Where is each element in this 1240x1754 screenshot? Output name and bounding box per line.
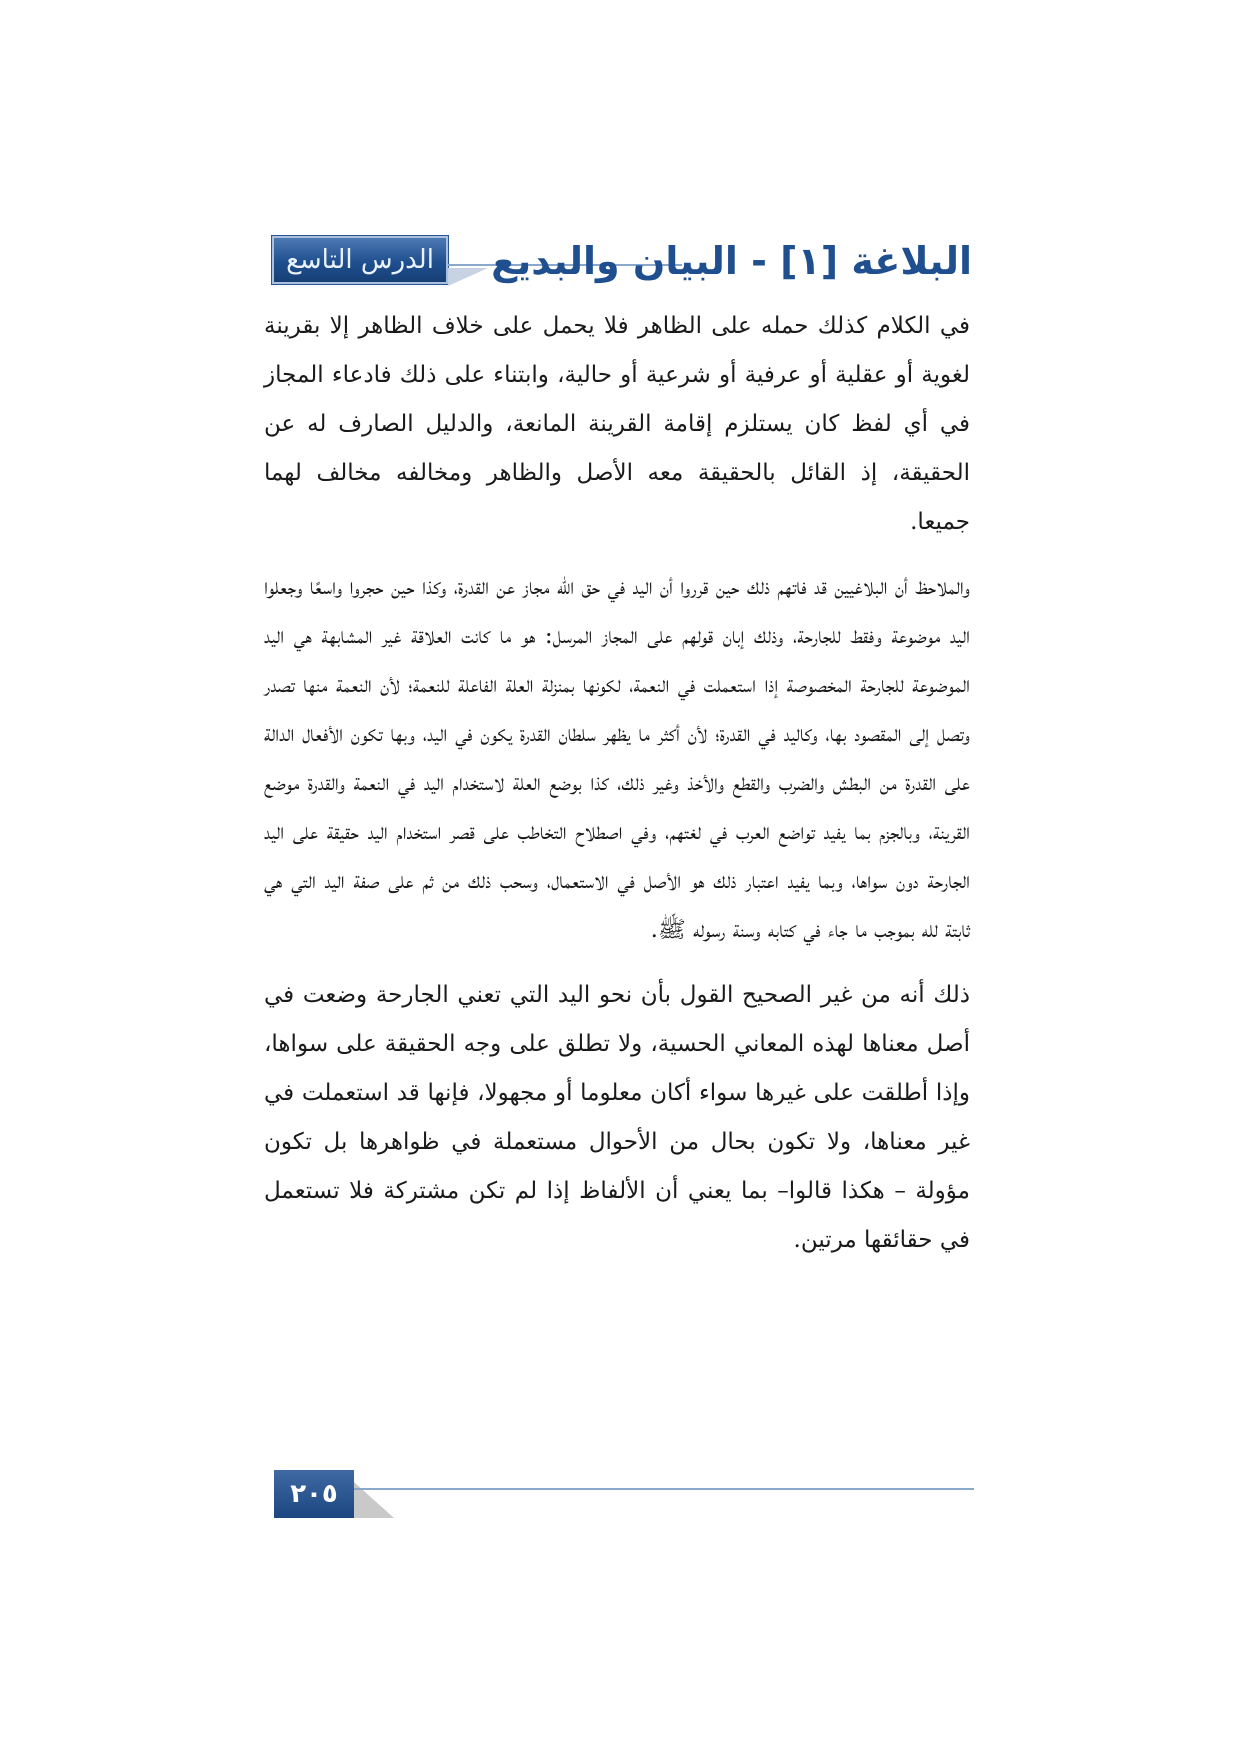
paragraph: والملاحظ أن البلاغيين قد فاتهم ذلك حين قرروا أن اليد في حق الله مجاز عن القدرة، وكذا حين حجروا واسعًا وجعلوا اليد موضوعة وفقط للجارحة، وذلك إبان قولهم على المجاز المرسل: هو ما كانت العلاقة غير المشابهة هي اليد الموضوعة للجارحة المخصوصة إذا استعملت في النعمة، لكونها بمنزلة العلة الفاعلة للنعمة؛ لأن النعمة منها تصدر وتصل إلى المقصود بها، وكاليد في القدرة؛ لأن أكثر ما يظهر سلطان القدرة يكون في اليد، وبها تكون الأفعال الدالة على القدرة من البطش والضرب والقطع والأخذ وغير ذلك، كذا بوضع العلة لاستخدام اليد في النعمة والقدرة موضع القرينة، وبالجزم بما يفيد تواضع العرب في لغتهم، وفي اصطلاح التخاطب على قصر استخدام اليد حقيقة على اليد الجارحة دون سواها، وبما يفيد اعتبار ذلك هو الأصل في الاستعمال، وسحب ذلك من ثم على صفة اليد التي هي ثابتة لله بموجب ما جاء في كتابه وسنة رسوله ﷺ.	[264, 574, 971, 943]
paragraph: ذلك أنه من غير الصحيح القول بأن نحو اليد التي تعني الجارحة وضعت في أصل معناها لهذه المعاني الحسية، ولا تطلق على وجه الحقيقة على سواها، وإذا أطلقت على غيرها سواء أكان معلوما أو مجهولا، فإنها قد استعملت في غير معناها، ولا تكون بحال من الأحوال مستعملة في ظواهرها بل تكون مؤولة – هكذا قالوا– بما يعني أن الألفاظ إذا لم تكن مشتركة فلا تستعمل في حقائقها مرتين.	[264, 982, 970, 1253]
body-text	[264, 302, 970, 1281]
page-header	[272, 232, 972, 290]
page-number: ٢٠٥	[274, 1470, 354, 1518]
badge-tail-decoration	[448, 268, 488, 286]
book-title: البلاغة [١] - البيان والبديع	[491, 239, 972, 283]
footer-divider	[354, 1488, 974, 1490]
lesson-badge: الدرس التاسع	[272, 236, 448, 284]
paragraph: في الكلام كذلك حمله على الظاهر فلا يحمل على خلاف الظاهر إلا بقرينة لغوية أو عقلية أو عرفية أو شرعية أو حالية، وابتناء على ذلك فادعاء المجاز في أي لفظ كان يستلزم إقامة القرينة المانعة، والدليل الصارف له عن الحقيقة، إذ القائل بالحقيقة معه الأصل والظاهر ومخالفه مخالف لهما جميعا.	[264, 313, 970, 535]
page-footer	[274, 1470, 974, 1522]
